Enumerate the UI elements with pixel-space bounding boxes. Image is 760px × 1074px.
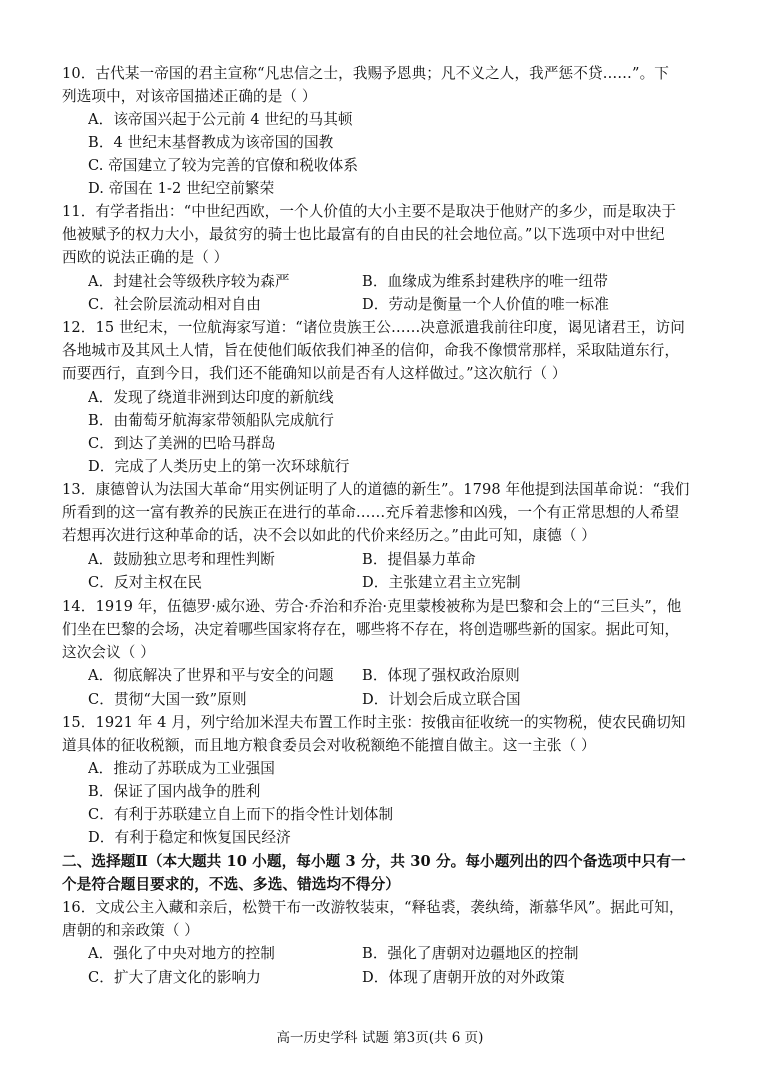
question-13-option-d: D．主张建立君主立宪制 <box>362 574 521 591</box>
question-11-option-c: C．社会阶层流动相对自由 <box>88 296 261 313</box>
question-11-option-a: A．封建社会等级秩序较为森严 <box>88 273 290 290</box>
question-16-option-b: B．强化了唐朝对边疆地区的控制 <box>362 945 579 962</box>
question-16-stem-cont: 唐朝的和亲政策（ ） <box>62 922 199 939</box>
question-16-option-c: C．扩大了唐文化的影响力 <box>88 969 261 986</box>
question-13-stem-end: 若想再次进行这种革命的话，决不会以如此的代价来经历之。”由此可知，康德（ ） <box>62 527 596 544</box>
question-15-stem-cont: 道具体的征收税额，而且地方粮食委员会对收税额绝不能擅自做主。这一主张（ ） <box>62 737 596 754</box>
question-12-stem: 12．15 世纪末，一位航海家写道：“诸位贵族王公……决意派遣我前往印度，谒见诸君王，访问 <box>62 319 685 336</box>
question-11-stem-end: 西欧的说法正确的是（ ） <box>62 249 229 266</box>
question-16-option-a: A．强化了中央对地方的控制 <box>88 945 275 962</box>
question-11-stem: 11．有学者指出：“中世纪西欧，一个人价值的大小主要不是取决于他财产的多少，而是取决于 <box>62 203 677 220</box>
question-13-option-c: C．反对主权在民 <box>88 574 203 591</box>
page-footer: 高一历史学科 试题 第3页(共 6 页) <box>276 1030 484 1046</box>
question-13-option-a: A．鼓励独立思考和理性判断 <box>88 551 275 568</box>
question-10-option-d: D. 帝国在 1-2 世纪空前繁荣 <box>88 180 275 197</box>
question-13-options-row-2 <box>88 571 708 594</box>
question-10-option-b: B．4 世纪末基督教成为该帝国的国教 <box>88 134 334 151</box>
question-10-stem-cont: 列选项中，对该帝国描述正确的是（ ） <box>62 88 317 105</box>
question-11-options-row-2 <box>88 293 708 316</box>
question-15-option-b: B．保证了国内战争的胜利 <box>88 783 261 800</box>
question-14-option-c: C．贯彻“大国一致”原则 <box>88 691 247 708</box>
question-12-option-b: B．由葡萄牙航海家带领船队完成航行 <box>88 412 334 429</box>
question-11-stem-cont: 他被赋予的权力大小，最贫穷的骑士也比最富有的自由民的社会地位高。”以下选项中对中世纪 <box>62 226 665 243</box>
question-14-options-row-1 <box>88 664 708 687</box>
section-2-heading-cont: 个是符合题目要求的，不选、多选、错选均不得分） <box>62 876 400 893</box>
question-12-stem-end: 而要西行，直到今日，我们还不能确知以前是否有人这样做过。”这次航行（ ） <box>62 365 567 382</box>
question-14-option-d: D．计划会后成立联合国 <box>362 691 521 708</box>
question-13-stem-cont: 所看到的这一富有教养的民族正在进行的革命……充斥着悲惨和凶残，一个有正常思想的人希望 <box>62 504 680 521</box>
section-2-heading: 二、选择题Ⅱ（本大题共 10 小题，每小题 3 分，共 30 分。每小题列出的四个备选项中只有一 <box>62 853 686 870</box>
question-16-options-row-1 <box>88 942 708 965</box>
question-11-option-b: B．血缘成为维系封建秩序的唯一纽带 <box>362 273 608 290</box>
question-10-option-a: A．该帝国兴起于公元前 4 世纪的马其顿 <box>88 111 353 128</box>
question-10-option-c: C. 帝国建立了较为完善的官僚和税收体系 <box>88 157 359 174</box>
question-12-option-d: D．完成了人类历史上的第一次环球航行 <box>88 458 350 475</box>
question-14-options-row-2 <box>88 688 708 711</box>
question-14-stem-end: 这次会议（ ） <box>62 644 155 661</box>
question-12-option-a: A．发现了绕道非洲到达印度的新航线 <box>88 389 334 406</box>
question-15-option-d: D．有利于稳定和恢复国民经济 <box>88 829 291 846</box>
question-12-option-c: C．到达了美洲的巴哈马群岛 <box>88 435 276 452</box>
question-14-stem: 14．1919 年，伍德罗·威尔逊、劳合·乔治和乔治·克里蒙梭被称为是巴黎和会上的“三巨头”，他 <box>62 598 682 615</box>
question-14-option-a: A．彻底解决了世界和平与安全的问题 <box>88 667 334 684</box>
question-15-stem: 15．1921 年 4 月，列宁给加米涅夫布置工作时主张：按俄亩征收统一的实物税，使农民确切知 <box>62 714 686 731</box>
question-16-stem: 16．文成公主入藏和亲后，松赞干布一改游牧装束，“释毡裘，袭纨绮，渐慕华风”。据此可知， <box>62 899 684 916</box>
question-12-stem-cont: 各地城市及其风土人情，旨在使他们皈依我们神圣的信仰，命我不像惯常那样，采取陆道东行， <box>62 342 680 359</box>
question-16-options-row-2 <box>88 966 708 989</box>
question-13-option-b: B．提倡暴力革命 <box>362 551 476 568</box>
question-10-stem: 10．古代某一帝国的君主宣称“凡忠信之士，我赐予恩典；凡不义之人，我严惩不贷……”。下 <box>62 65 669 82</box>
question-11-option-d: D．劳动是衡量一个人价值的唯一标准 <box>362 296 609 313</box>
question-15-option-c: C．有利于苏联建立自上而下的指令性计划体制 <box>88 806 394 823</box>
question-13-stem: 13．康德曾认为法国大革命“用实例证明了人的道德的新生”。1798 年他提到法国革命说：“我们 <box>62 481 690 498</box>
question-16-option-d: D．体现了唐朝开放的对外政策 <box>362 969 565 986</box>
question-14-option-b: B．体现了强权政治原则 <box>362 667 520 684</box>
question-13-options-row-1 <box>88 548 708 571</box>
question-15-option-a: A．推动了苏联成为工业强国 <box>88 760 275 777</box>
question-11-options-row-1 <box>88 270 708 293</box>
question-14-stem-cont: 们坐在巴黎的会场，决定着哪些国家将存在，哪些将不存在，将创造哪些新的国家。据此可知， <box>62 621 680 638</box>
